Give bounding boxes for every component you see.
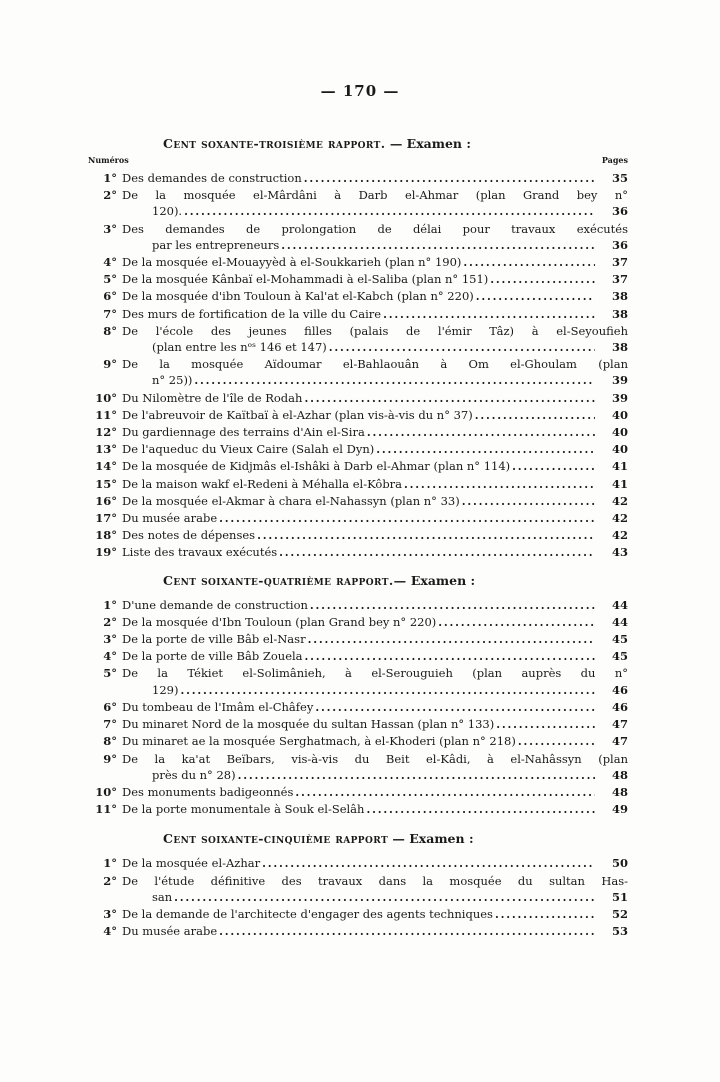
entry-text: san [152, 889, 173, 904]
entry-page: 37 [611, 272, 628, 287]
dot-leader [383, 306, 595, 323]
entry-text: De la ka'at Beïbars, vis-à-vis du Beit el-Kâdi, à el-Nahâssyn (plan [122, 751, 628, 766]
entry-text: De la porte de ville Bâb Zouela [122, 649, 303, 664]
entry-number: 1° [103, 597, 117, 612]
toc-entry-line [88, 873, 628, 889]
section-heading [163, 831, 628, 846]
entry-text: Du musée arabe [122, 924, 218, 939]
toc-entry-line [88, 527, 628, 544]
entry-number: 9° [103, 751, 117, 766]
entry-text: Des notes de dépenses [122, 528, 256, 543]
entry-page: 38 [611, 289, 628, 304]
entry-text: Du Nilomètre de l'île de Rodah [122, 390, 303, 405]
entry-page: 50 [611, 856, 628, 871]
dot-leader [475, 407, 595, 424]
entry-page: 41 [611, 459, 628, 474]
entry-text: Du gardiennage des terrains d'Ain el-Sira [122, 425, 365, 440]
entry-number: 17° [95, 511, 117, 526]
entry-page: 47 [611, 717, 628, 732]
entry-page: 36 [611, 204, 628, 219]
entry-text: 129) [152, 682, 179, 697]
dot-leader [184, 203, 595, 220]
dot-leader [496, 716, 595, 733]
entry-text: De la mosquée Aïdoumar el-Bahlaouân à Om el-Ghoulam (plan [122, 357, 628, 372]
dot-leader [304, 390, 595, 407]
entry-number: 5° [103, 272, 117, 287]
toc-entry-line [88, 493, 628, 510]
section-title-suffix: — Examen : [388, 831, 474, 847]
toc-entry-line [88, 648, 628, 665]
column-header-numeros: Numéros [88, 155, 129, 165]
entry-number: 7° [103, 717, 117, 732]
entry-text: 120). [152, 204, 183, 219]
entry-number: 6° [103, 699, 117, 714]
entry-text: De la porte monumentale à Souk el-Selâh [122, 802, 365, 817]
entry-text: De l'aqueduc du Vieux Caire (Salah el Dyn) [122, 442, 375, 457]
entry-page: 46 [611, 682, 628, 697]
toc-entry-line [88, 751, 628, 767]
entry-text: Du minaret ae la mosquée Serghatmach, à el-Khoderi (plan n° 218) [122, 734, 516, 749]
entry-text: De la demande de l'architecte d'engager des agents techniques [122, 906, 493, 921]
section-heading [163, 136, 628, 151]
dot-leader [180, 682, 595, 699]
entry-text: Liste des travaux exécutés [122, 545, 278, 560]
dot-leader [305, 648, 595, 665]
entry-page: 52 [611, 906, 628, 921]
entry-page: 38 [611, 306, 628, 321]
toc-entry-line [88, 733, 628, 750]
toc-entry-line [88, 306, 628, 323]
toc-entry-line [88, 906, 628, 923]
toc-entry-line [88, 323, 628, 339]
entry-number: 2° [103, 188, 117, 203]
entry-number: 11° [95, 407, 117, 422]
column-header-pages: Pages [601, 155, 628, 165]
dot-leader [262, 855, 595, 872]
entry-page: 48 [611, 784, 628, 799]
dot-leader [438, 614, 595, 631]
toc-entry-line [88, 441, 628, 458]
dot-leader [490, 271, 595, 288]
toc-entry-line [88, 923, 628, 940]
dot-leader [367, 424, 595, 441]
section-title: Cent soxante-troisième rapport. [163, 136, 386, 151]
dot-leader [315, 699, 595, 716]
toc-entry-line [88, 476, 628, 493]
dot-leader [476, 288, 595, 305]
entry-page: 44 [611, 614, 628, 629]
entry-text: Du tombeau de l'Imâm el-Châfey [122, 699, 314, 714]
entry-page: 35 [611, 171, 628, 185]
entry-number: 7° [103, 306, 117, 321]
section-title: Cent soixante-quatrième rapport.— [163, 572, 407, 588]
dot-leader [238, 767, 595, 784]
entry-page: 39 [611, 373, 628, 388]
entry-page: 36 [611, 237, 628, 252]
entry-text: Des monuments badigeonnés [122, 784, 294, 799]
toc-entry-line [88, 237, 628, 254]
dot-leader [512, 458, 595, 475]
entry-page: 42 [611, 493, 628, 508]
entry-text: D'une demande de construction [122, 597, 308, 612]
toc-entry-line [88, 221, 628, 237]
entry-number: 16° [95, 493, 117, 508]
toc-entry-line [88, 271, 628, 288]
entry-page: 40 [611, 442, 628, 457]
entry-number: 11° [95, 802, 117, 817]
entry-number: 1° [103, 171, 117, 185]
entry-number: 6° [103, 289, 117, 304]
entry-number: 3° [103, 906, 117, 921]
toc-entry-line [88, 170, 628, 187]
entry-page: 51 [611, 889, 628, 904]
dot-leader [462, 493, 595, 510]
entry-page: 40 [611, 425, 628, 440]
toc-entry-line [88, 203, 628, 220]
table-of-contents [88, 136, 628, 940]
entry-number: 9° [103, 357, 117, 372]
dot-leader [281, 237, 595, 254]
entry-number: 8° [103, 323, 117, 338]
entry-text: De la maison wakf el-Redeni à Méhalla el-Kôbra [122, 476, 403, 491]
entry-page: 38 [611, 340, 628, 355]
entry-page: 46 [611, 699, 628, 714]
entry-page: 42 [611, 511, 628, 526]
entry-number: 12° [95, 425, 117, 440]
entry-text: De la porte de ville Bâb el-Nasr [122, 632, 306, 647]
toc-entry-line [88, 631, 628, 648]
toc-entry-line [88, 597, 628, 614]
entry-number: 4° [103, 649, 117, 664]
entry-text: De la mosquée de Kidjmâs el-Ishâki à Darb el-Ahmar (plan n° 114) [122, 459, 511, 474]
entry-text: par les entrepreneurs [152, 237, 280, 252]
entry-text: Du minaret Nord de la mosquée du sultan Hassan (plan n° 133) [122, 717, 495, 732]
toc-entry-line [88, 614, 628, 631]
entry-number: 2° [103, 873, 117, 888]
toc-entry-line [88, 889, 628, 906]
entry-number: 14° [95, 459, 117, 474]
entry-page: 48 [611, 767, 628, 782]
toc-entry-line [88, 801, 628, 818]
entry-page: 44 [611, 597, 628, 612]
entry-text: Des demandes de prolongation de délai pour travaux exécutés [122, 221, 628, 236]
toc-entry-line [88, 510, 628, 527]
toc-entry-line [88, 855, 628, 872]
entry-page: 39 [611, 390, 628, 405]
entry-number: 5° [103, 666, 117, 681]
entry-number: 8° [103, 734, 117, 749]
entry-page: 37 [611, 255, 628, 270]
toc-entry-line [88, 372, 628, 389]
entry-page: 45 [611, 649, 628, 664]
dot-leader [329, 339, 595, 356]
entry-text: De la mosquée el-Akmar à chara el-Nahassyn (plan n° 33) [122, 493, 460, 508]
entry-number: 10° [95, 390, 117, 405]
dot-leader [194, 372, 595, 389]
section-title-suffix: Examen : [406, 572, 476, 588]
entry-number: 10° [95, 784, 117, 799]
toc-entry-line [88, 390, 628, 407]
toc-entry-line [88, 699, 628, 716]
entry-text: De l'étude définitive des travaux dans la mosquée du sultan Has- [122, 873, 628, 888]
entry-text: De la mosquée Kânbaï el-Mohammadi à el-Saliba (plan n° 151) [122, 272, 489, 287]
entry-text: De la mosquée el-Mouayyèd à el-Soukkarieh (plan n° 190) [122, 255, 462, 270]
toc-entry-line [88, 767, 628, 784]
entry-number: 19° [95, 545, 117, 560]
toc-entry-line [88, 544, 628, 561]
dot-leader [257, 527, 595, 544]
section-title: Cent soixante-cinquième rapport [163, 831, 389, 847]
toc-entry-line [88, 716, 628, 733]
dot-leader [366, 801, 595, 818]
dot-leader [495, 906, 595, 923]
section-title-suffix: — Examen : [385, 136, 471, 151]
dot-leader [219, 923, 595, 940]
dot-leader [376, 441, 595, 458]
dot-leader [174, 889, 595, 906]
section-heading [163, 573, 628, 588]
entry-text: De la mosquée el-Mârdâni à Darb el-Ahmar (plan Grand bey n° [122, 188, 628, 203]
toc-entry-line [88, 339, 628, 356]
dot-leader [219, 510, 595, 527]
entry-text: n° 25)) [152, 373, 193, 388]
entry-text: De l'abreuvoir de Kaïtbaï à el-Azhar (plan vis-à-vis du n° 37) [122, 407, 473, 422]
toc-entry-line [88, 458, 628, 475]
entry-number: 1° [103, 856, 117, 871]
dot-leader [404, 476, 595, 493]
toc-entry-line [88, 665, 628, 681]
toc-entry-line [88, 784, 628, 801]
entry-page: 47 [611, 734, 628, 749]
entry-number: 13° [95, 442, 117, 457]
entry-page: 42 [611, 528, 628, 543]
dot-leader [304, 170, 595, 187]
dot-leader [463, 254, 595, 271]
entry-text: De la mosquée el-Azhar [122, 856, 261, 871]
entry-number: 4° [103, 924, 117, 939]
entry-page: 45 [611, 632, 628, 647]
dot-leader [279, 544, 595, 561]
toc-entry-line [88, 187, 628, 203]
entry-page: 40 [611, 407, 628, 422]
column-headers [88, 155, 628, 165]
entry-page: 43 [611, 545, 628, 560]
entry-number: 4° [103, 255, 117, 270]
entry-number: 3° [103, 221, 117, 236]
entry-number: 2° [103, 614, 117, 629]
page-number: — 170 — [320, 82, 400, 100]
entry-page: 41 [611, 476, 628, 491]
dot-leader [295, 784, 595, 801]
entry-page: 53 [611, 924, 628, 939]
dot-leader [310, 597, 595, 614]
entry-number: 3° [103, 632, 117, 647]
entry-text: Du musée arabe [122, 511, 218, 526]
entry-text: De la mosquée d'Ibn Touloun (plan Grand bey n° 220) [122, 614, 437, 629]
toc-entry-line [88, 424, 628, 441]
entry-page: 49 [611, 802, 628, 817]
toc-entry-line [88, 407, 628, 424]
entry-text: De la Tékiet el-Solimânieh, à el-Serouguieh (plan auprès du n° [122, 666, 628, 681]
toc-entry-line [88, 288, 628, 305]
toc-entry-line [88, 682, 628, 699]
entry-text: De la mosquée d'ibn Touloun à Kal'at el-Kabch (plan n° 220) [122, 289, 474, 304]
entry-text: Des murs de fortification de la ville du Caire [122, 306, 382, 321]
dot-leader [518, 733, 595, 750]
entry-text: près du n° 28) [152, 767, 236, 782]
entry-text: De l'école des jeunes filles (palais de l'émir Tâz) à el-Seyoufieh [122, 323, 628, 338]
toc-entry-line [88, 356, 628, 372]
entry-number: 15° [95, 476, 117, 491]
toc-entry-line [88, 254, 628, 271]
entry-text: Des demandes de construction [122, 171, 302, 185]
entry-text: (plan entre les nᵒˢ 146 et 147) [152, 340, 327, 355]
entry-number: 18° [95, 528, 117, 543]
dot-leader [308, 631, 595, 648]
